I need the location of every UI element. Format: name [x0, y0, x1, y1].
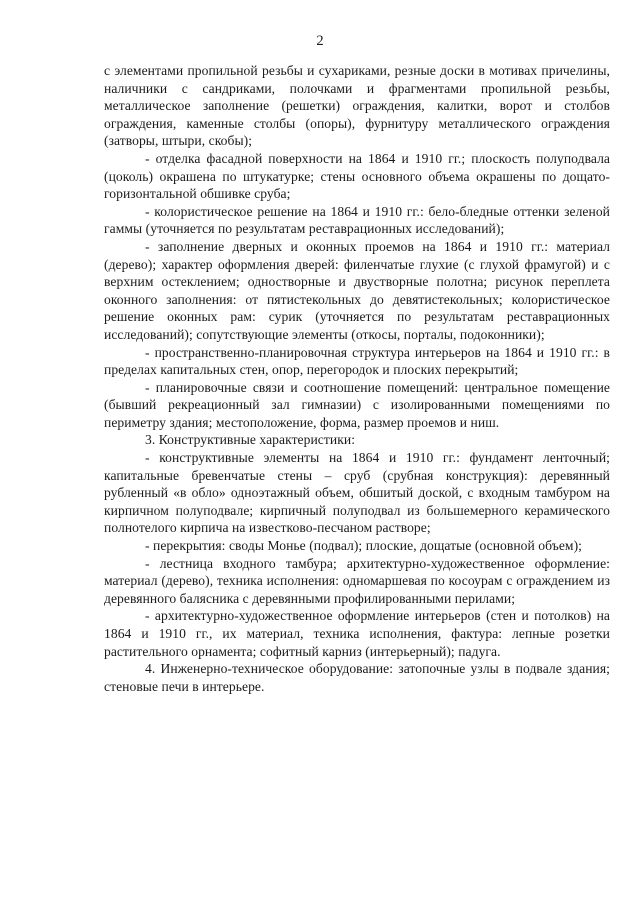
- paragraph-engineering: 4. Инженерно-техническое оборудование: затопочные узлы в подвале здания; стеновые печи в интерьере.: [104, 661, 610, 694]
- paragraph-decorative-elements: с элементами пропильной резьбы и сухариками, резные доски в мотивах причелины, наличники с сандриками, полочками и фрагментами пропильной резьбы, металлическое заполнение (решетки) ограждения, калитки, ворот и столбов ограждения, каменные столбы (опоры), фурнитуру металлического ограждения (затворы, штыри, скобы);: [104, 63, 610, 149]
- paragraph-floors: - перекрытия: своды Монье (подвал); плоские, дощатые (основной объем);: [145, 538, 582, 554]
- paragraph-structural-elements: - конструктивные элементы на 1864 и 1910 гг.: фундамент ленточный; капитальные бревенчатые стены – сруб (срубная конструкция): деревянный рубленный «в обло» одноэтажный объем, обшитый доской, с входным тамбуром на кирпичном полуподвале; кирпичный полуподвал из большемерного керамического полнотелого кирпича на известково-песчаном растворе;: [104, 450, 610, 536]
- document-body: [104, 62, 610, 695]
- section-heading-structural: 3. Конструктивные характеристики:: [145, 432, 356, 448]
- paragraph-staircase: - лестница входного тамбура; архитектурно-художественное оформление: материал (дерево), техника исполнения: одномаршевая по косоурам с ограждением из деревянного балясника с деревянными профилированными перилами;: [104, 555, 610, 606]
- paragraph-room-layout: - планировочные связи и соотношение помещений: центральное помещение (бывший рекреационный зал гимназии) с изолированными помещениями по периметру здания; местоположение, форма, размер проемов и ниш.: [104, 379, 610, 430]
- page-number: 2: [316, 33, 324, 49]
- paragraph-facade-finish: - отделка фасадной поверхности на 1864 и 1910 гг.; плоскость полуподвала (цоколь) окрашена по штукатурке; стены основного объема окрашены по дощато-горизонтальной обшивке сруба;: [104, 150, 610, 202]
- paragraph-color-scheme: - колористическое решение на 1864 и 1910 гг.: бело-бледные оттенки зеленой гаммы (уточняется по результатам реставрационных исследований);: [104, 203, 610, 237]
- paragraph-interior-decoration: - архитектурно-художественное оформление интерьеров (стен и потолков) на 1864 и 1910 гг., их материал, техника исполнения, фактура: лепные розетки растительного орнамента; софитный карниз (интерьерный); падуга.: [104, 608, 610, 659]
- paragraph-spatial-structure: - пространственно-планировочная структура интерьеров на 1864 и 1910 гг.: в пределах капитальных стен, опор, перегородок и плоских перекрытий;: [104, 344, 610, 378]
- paragraph-doors-windows: - заполнение дверных и оконных проемов на 1864 и 1910 гг.: материал (дерево); характер оформления дверей: филенчатые глухие (с глухой фрамугой) и с верхним остеклением; одностворные и двустворные полотна; рисунок переплета оконного заполнения: от пятистекольных до девятистекольных; колористическое решение оконных рам: сурик (уточняется по результатам реставрационных исследований); сопутствующие элементы (откосы, порталы, подоконники);: [104, 238, 610, 342]
